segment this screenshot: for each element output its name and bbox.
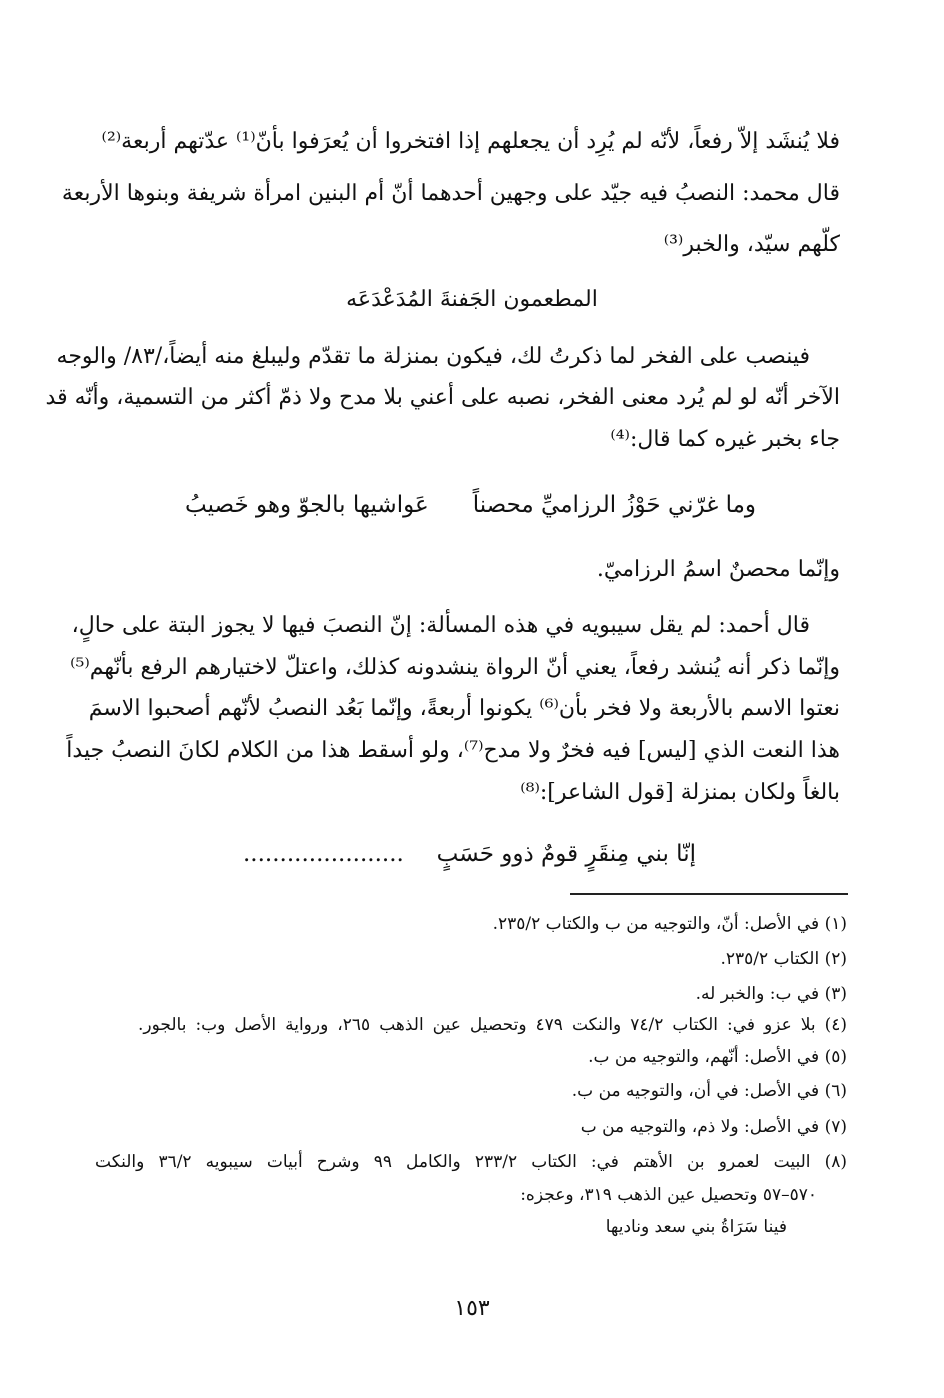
- text-line-2: قال محمد: النصبُ فيه جيّد على وجهين أحدهما أنّ أم البنين امرأة شريفة وبنوها الأربعة: [61, 181, 840, 206]
- footnote-5: (٥) في الأصل: أنّهم، والتوجيه من ب.: [588, 1047, 847, 1067]
- text-line-5: الآخر أنّه لو لم يُرد معنى الفخر، نصبه على أعني بلا مدح ولا ذمّ أكثر من التسمية، وأنّه قد: [45, 385, 840, 410]
- text-line-11: هذا النعت الذي [ليس] فيه فخرٌ ولا مدح⁽⁷⁾، ولو أسقط هذا من الكلام لكانَ النصبُ جيداً: [66, 738, 840, 763]
- footnote-8-verse: فينا سَرَاةُ بني سعد وناديها: [605, 1217, 787, 1237]
- text-line-10: نعتوا الاسم بالأربعة ولا فخر بأن⁽⁶⁾ يكونوا أربعةً، وإنّما بَعُد النصبُ لأنّهم أصحبوا الاسمَ: [88, 696, 840, 721]
- footnote-1: (١) في الأصل: أنّ، والتوجيه من ب والكتاب ٢٣٥/٢.: [492, 914, 847, 934]
- verse2-first-hemistich: إنّا بني مِنقَرٍ قومٌ ذوو حَسَبٍ: [436, 841, 696, 867]
- text-line-9: وإنّما ذكر أنه يُنشد رفعاً، يعني أنّ الرواة ينشدونه كذلك، واعتلّ لاختيارهم الرفع بأنّهم⁽⁵⁾: [70, 655, 840, 680]
- footnote-2: (٢) الكتاب ٢٣٥/٢.: [720, 949, 847, 969]
- footnote-8-continued: ٥٧٠–٥٧ وتحصيل عين الذهب ٣١٩، وعجزه:: [520, 1185, 817, 1205]
- text-line-12: بالغاً ولكان بمنزلة [قول الشاعر]:⁽⁸⁾: [520, 780, 840, 805]
- verse1-first-hemistich: وما غرّني حَوْزُ الرزاميِّ محصناً: [472, 492, 756, 518]
- page-number: ١٥٣: [454, 1296, 490, 1321]
- text-line-6: جاء بخبر غيره كما قال:⁽⁴⁾: [610, 427, 840, 452]
- text-line-8: قال أحمد: لم يقل سيبويه في هذه المسألة: إنّ النصبَ فيها لا يجوز البتة على حالٍ،: [71, 613, 810, 638]
- footnote-4: (٤) بلا عزو في: الكتاب ٧٤/٢ والنكت ٤٧٩ وتحصيل عين الذهب ٢٦٥، ورواية الأصل وب: بالجور.: [138, 1015, 848, 1035]
- text-line-3: كلّهم سيّد، والخبر⁽³⁾: [663, 232, 840, 257]
- verse2-ellipsis: ......................: [243, 841, 404, 867]
- footnote-8: (٨) البيت لعمرو بن الأهتم في: الكتاب ٢٣٣/٢ والكامل ٩٩ وشرح أبيات سيبويه ٣٦/٢ والنكت: [95, 1152, 848, 1172]
- text-line-1: فلا يُنشَد إلاّ رفعاً، لأنّه لم يُرِد أن يجعلهم إذا افتخروا أن يُعرَفوا بأنّ⁽¹⁾ عدّتهم أربعة⁽²⁾: [101, 129, 840, 154]
- text-line-4: فينصب على الفخر لما ذكرتُ لك، فيكون بمنزلة ما تقدّم وليبلغ منه أيضاً،/٨٣/ والوجه: [56, 344, 810, 369]
- text-line-7: وإنّما محصنٌ اسمُ الرزاميّ.: [596, 557, 840, 582]
- footnote-6: (٦) في الأصل: في أن، والتوجيه من ب.: [571, 1081, 847, 1101]
- verse1-second-hemistich: عَواشيها بالجوّ وهو خَصيبُ: [185, 492, 429, 518]
- verse-line-quoted: المطعمون الجَفنةَ المُدَعْدَعَه: [346, 287, 598, 312]
- footnote-divider: [570, 893, 848, 895]
- footnote-3: (٣) في ب: والخبر له.: [695, 984, 847, 1004]
- footnote-7: (٧) في الأصل: ولا ذم، والتوجيه من ب: [580, 1117, 847, 1137]
